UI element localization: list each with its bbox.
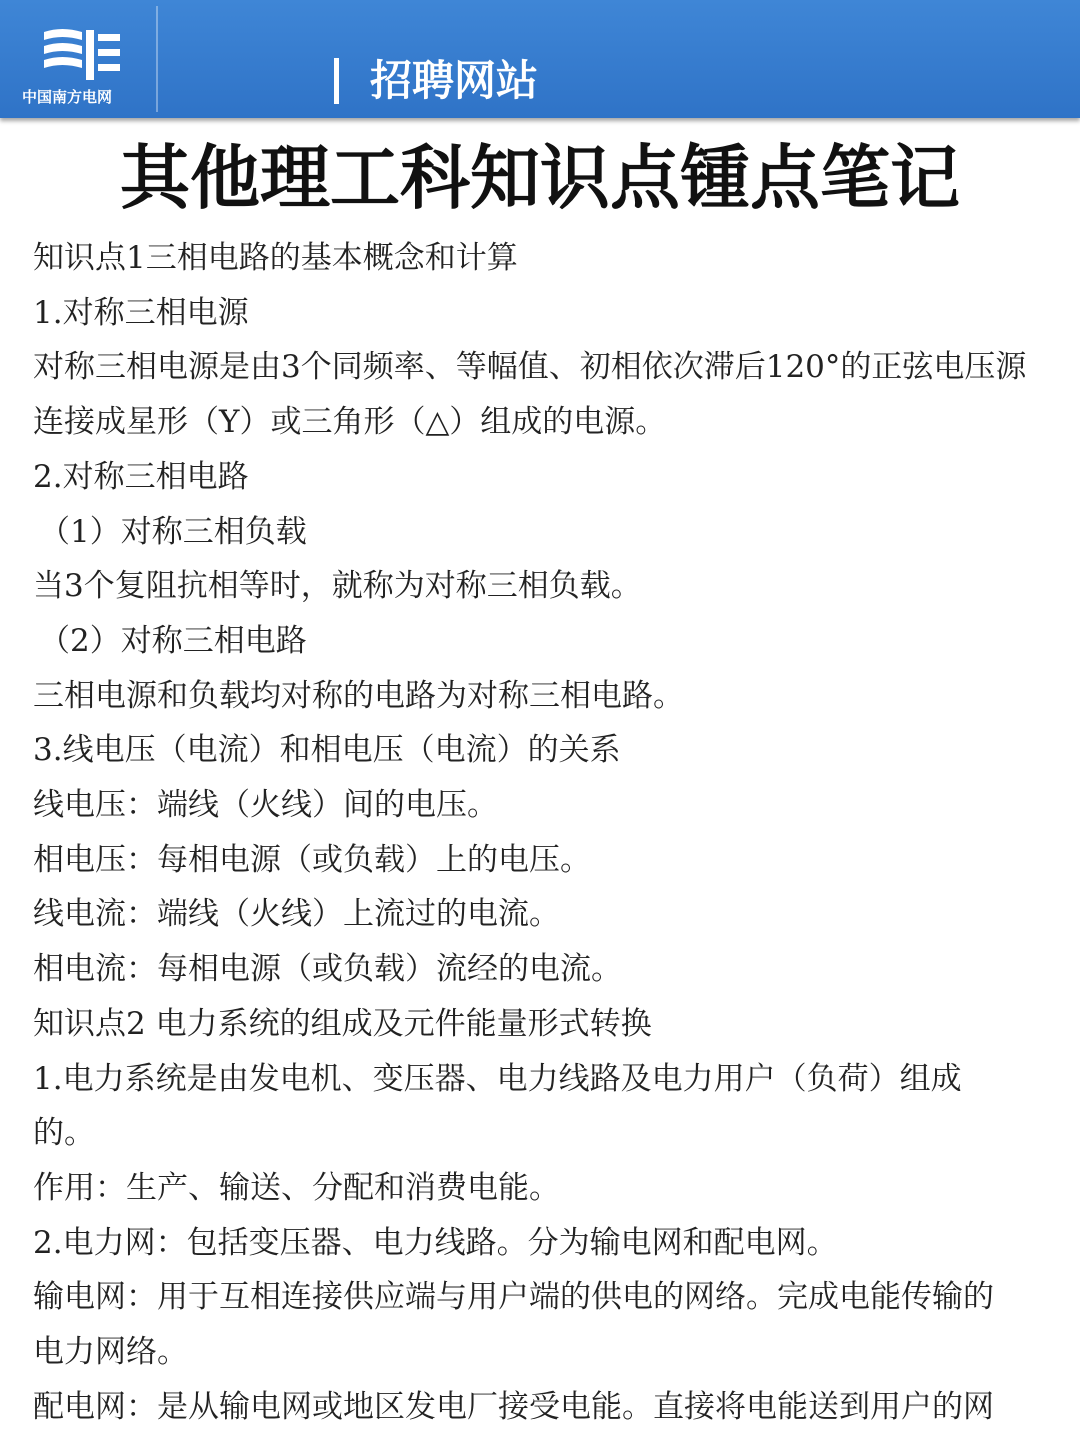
text-line: 作用：生产、输送、分配和消费电能。 bbox=[33, 1169, 560, 1206]
document-body bbox=[33, 231, 1063, 1434]
text-line: 输电网：用于互相连接供应端与用户端的供电的网络。完成电能传输的 bbox=[33, 1279, 994, 1316]
logo-divider bbox=[156, 6, 158, 112]
text-line: 1.电力系统是由发电机、变压器、电力线路及电力用户（负荷）组成 bbox=[33, 1060, 962, 1097]
header-banner bbox=[0, 0, 1080, 118]
page-title: 其他理工科知识点锺点笔记 bbox=[120, 136, 960, 219]
text-line: 知识点2 电力系统的组成及元件能量形式转换 bbox=[33, 1005, 652, 1042]
text-line: 对称三相电源是由3个同频率、等幅值、初相依次滞后120°的正弦电压源 bbox=[33, 349, 1027, 386]
company-logo bbox=[22, 22, 142, 112]
text-line: 2.电力网：包括变压器、电力线路。分为输电网和配电网。 bbox=[33, 1224, 838, 1261]
text-line: 1.对称三相电源 bbox=[33, 294, 249, 331]
text-line: 相电压：每相电源（或负载）上的电压。 bbox=[33, 841, 591, 878]
text-line: 知识点1三相电路的基本概念和计算 bbox=[33, 240, 518, 276]
text-line: 三相电源和负载均对称的电路为对称三相电路。 bbox=[33, 677, 684, 714]
site-title: 招聘网站 bbox=[370, 56, 539, 105]
text-line: （1）对称三相负载 bbox=[39, 513, 307, 550]
text-line: 电力网络。 bbox=[33, 1334, 188, 1371]
text-line: 3.线电压（电流）和相电压（电流）的关系 bbox=[33, 732, 621, 769]
text-line: 连接成星形（Y）或三角形（△）组成的电源。 bbox=[33, 404, 667, 441]
text-line: 2.对称三相电路 bbox=[33, 458, 249, 495]
text-line: （2）对称三相电路 bbox=[39, 622, 307, 659]
logo-text: 中国南方电网 bbox=[22, 88, 113, 106]
text-line: 相电流：每相电源（或负载）流经的电流。 bbox=[33, 951, 622, 988]
power-grid-logo-icon bbox=[22, 22, 142, 86]
title-accent-bar bbox=[334, 58, 339, 104]
text-line: 当3个复阻抗相等时，就称为对称三相负载。 bbox=[33, 568, 642, 605]
text-line: 配电网：是从输电网或地区发电厂接受电能。直接将电能送到用户的网 bbox=[33, 1388, 994, 1425]
text-line: 的。 bbox=[33, 1115, 95, 1152]
text-line: 线电流：端线（火线）上流过的电流。 bbox=[33, 896, 560, 933]
text-line: 线电压：端线（火线）间的电压。 bbox=[33, 787, 498, 824]
